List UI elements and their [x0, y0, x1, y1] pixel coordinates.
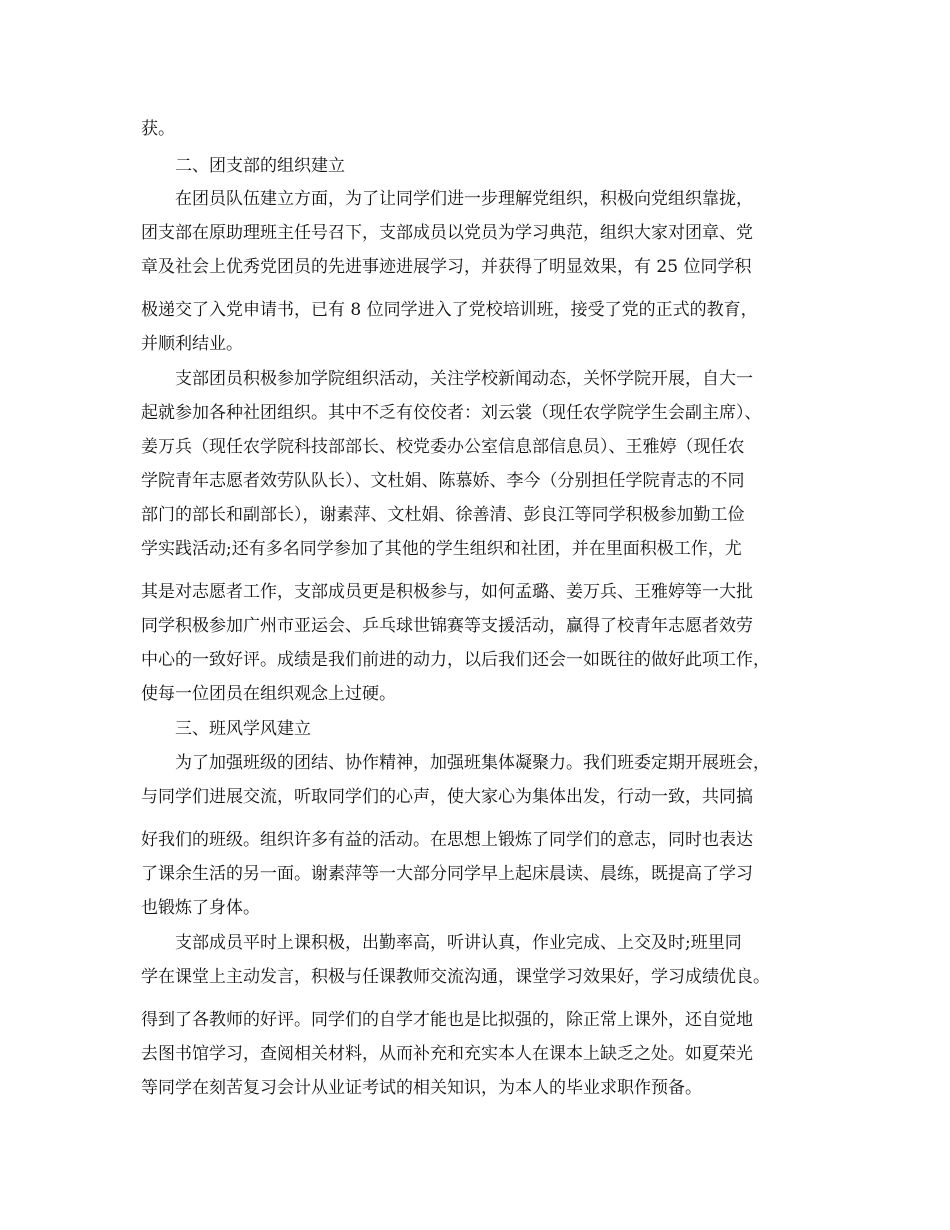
text-line: 同学积极参加广州市亚运会、乒乓球世锦赛等支援活动，赢得了校青年志愿者效劳 — [141, 616, 753, 636]
text-line: 并顺利结业。 — [141, 334, 243, 354]
text-line: 与同学们进展交流，听取同学们的心声，使大家心为集体出发，行动一致，共同搞 — [141, 787, 753, 807]
text-line: 姜万兵（现任农学院科技部部长、校党委办公室信息部信息员）、王雅婷（现任农 — [141, 437, 745, 457]
text-line: 学院青年志愿者效劳队队长）、文杜娟、陈慕娇、李今（分别担任学院青志的不同 — [141, 471, 745, 491]
text-line: 起就参加各种社团组织。其中不乏有佼佼者：刘云裳（现任农学院学生会副主席）、 — [141, 403, 762, 423]
text-line: 得到了各教师的好评。同学们的自学才能也是比拟强的，除正常上课外，还自觉地 — [141, 1010, 753, 1030]
text-line: 好我们的班级。组织许多有益的活动。在思想上锻炼了同学们的意志，同时也表达 — [141, 830, 753, 850]
text-line: 使每一位团员在组织观念上过硬。 — [141, 684, 396, 704]
section-heading: 三、班风学风建立 — [175, 719, 311, 739]
text-line: 也锻炼了身体。 — [141, 898, 260, 918]
text-line: 团支部在原助理班主任号召下，支部成员以党员为学习典范，组织大家对团章、党 — [141, 223, 753, 243]
text-line: 获。 — [141, 119, 175, 139]
text-line: 去图书馆学习，查阅相关材料，从而补充和充实本人在课本上缺乏之处。如夏荣光 — [141, 1044, 753, 1064]
text-line: 了课余生活的另一面。谢素萍等一大部分同学早上起床晨读、晨练，既提高了学习 — [141, 864, 753, 884]
text-line: 在团员队伍建立方面，为了让同学们进一步理解党组织，积极向党组织靠拢， — [175, 189, 753, 209]
text-line: 等同学在刻苦复习会计从业证考试的相关知识，为本人的毕业求职作预备。 — [141, 1078, 702, 1098]
text-line: 学在课堂上主动发言，积极与任课教师交流沟通，课堂学习效果好，学习成绩优良。 — [141, 967, 770, 987]
text-line: 学实践活动;还有多名同学参加了其他的学生组织和社团，并在里面积极工作，尤 — [141, 539, 742, 559]
text-line: 为了加强班级的团结、协作精神，加强班集体凝聚力。我们班委定期开展班会， — [175, 753, 770, 773]
text-line: 支部团员积极参加学院组织活动，关注学校新闻动态，关怀学院开展，自大一 — [175, 369, 753, 389]
section-heading: 二、团支部的组织建立 — [175, 156, 345, 176]
text-line: 支部成员平时上课积极，出勤率高，听讲认真，作业完成、上交及时;班里同 — [175, 933, 742, 953]
text-line: 极递交了入党申请书，已有 8 位同学进入了党校培训班，接受了党的正式的教育， — [141, 300, 758, 320]
text-line: 中心的一致好评。成绩是我们前进的动力，以后我们还会一如既往的做好此项工作， — [141, 650, 770, 670]
text-line: 部门的部长和副部长），谢素萍、文杜娟、徐善清、彭良江等同学积极参加勤工俭 — [141, 505, 745, 525]
text-line: 章及社会上优秀党团员的先进事迹进展学习，并获得了明显效果，有 25 位同学积 — [141, 257, 752, 277]
text-line: 其是对志愿者工作，支部成员更是积极参与，如何孟璐、姜万兵、王雅婷等一大批 — [141, 582, 753, 602]
